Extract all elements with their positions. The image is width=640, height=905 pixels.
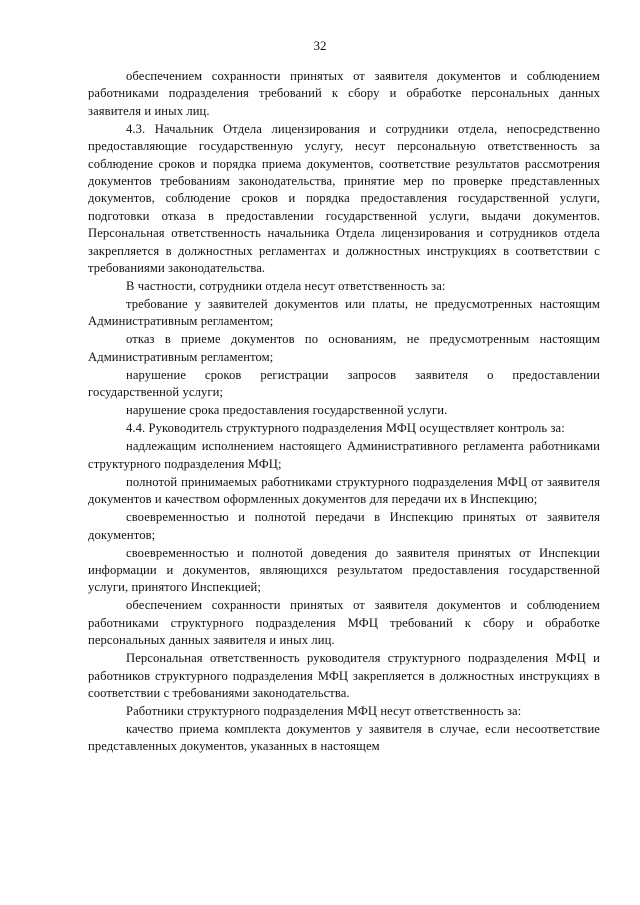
list-item: отказ в приеме документов по основаниям, не предусмотренным настоящим Административным регламентом; (88, 332, 600, 364)
list-item: полнотой принимаемых работниками структурного подразделения МФЦ от заявителя документов и качеством оформленных документов для передачи их в Инспекцию; (88, 474, 600, 507)
list-item: нарушение сроков регистрации запросов заявителя о предоставлении государственной услуги; (88, 367, 600, 400)
page-number: 32 (313, 38, 327, 53)
list-item: своевременностью и полнотой передачи в Инспекцию принятых от заявителя документов; (88, 510, 600, 542)
paragraph-4-4: 4.4. Руководитель структурного подразделения МФЦ осуществляет контроль за: (126, 421, 565, 436)
list-item: требование у заявителей документов или платы, не предусмотренных настоящим Административным регламентом; (88, 297, 600, 329)
list-item: качество приема комплекта документов у заявителя в случае, если несоответствие представленных документов, указанных в настоящем (88, 721, 600, 754)
list-item: обеспечением сохранности принятых от заявителя документов и соблюдением работниками структурного подразделения МФЦ требований к сбору и обработке персональных данных заявителя и иных лиц. (88, 598, 600, 648)
list-item: своевременностью и полнотой доведения до заявителя принятых от Инспекции информации и документов, являющихся результатом предоставления государственной услуги, принятого Инспекцией; (88, 545, 600, 595)
document-body (88, 68, 600, 756)
paragraph-personal-responsibility: Персональная ответственность руководителя структурного подразделения МФЦ и работников структурного подразделения МФЦ закрепляется в должностных инструкциях в соответствии с требованиями законодательства. (88, 651, 600, 700)
list-item: надлежащим исполнением настоящего Административного регламента работниками структурного подразделения МФЦ; (88, 439, 600, 471)
paragraph-4-3: 4.3. Начальник Отдела лицензирования и сотрудники отдела, непосредственно предоставляющие государственную услугу, несут персональную ответственность за соблюдение сроков и порядка приема документов, соответствие результатов рассмотрения документов требованиям законодательства, принятие мер по проверке представленных документов, соблюдение сроков и порядка предоставления государственной услуги, подготовки отказа в предоставлении государственной услуги, выдачи документов. Персональная ответственность начальника Отдела лицензирования и сотрудников отдела закрепляется в должностных регламентах и должностных инструкциях в соответствии с требованиями законодательства. (88, 121, 600, 276)
list-item: нарушение срока предоставления государственной услуги. (126, 403, 448, 418)
paragraph-continuation: обеспечением сохранности принятых от заявителя документов и соблюдением работниками подразделения требований к сбору и обработке персональных данных заявителя и иных лиц. (88, 69, 600, 118)
paragraph-workers-responsibility: Работники структурного подразделения МФЦ несут ответственность за: (126, 703, 522, 718)
paragraph-responsibility-intro: В частности, сотрудники отдела несут ответственность за: (126, 279, 446, 294)
